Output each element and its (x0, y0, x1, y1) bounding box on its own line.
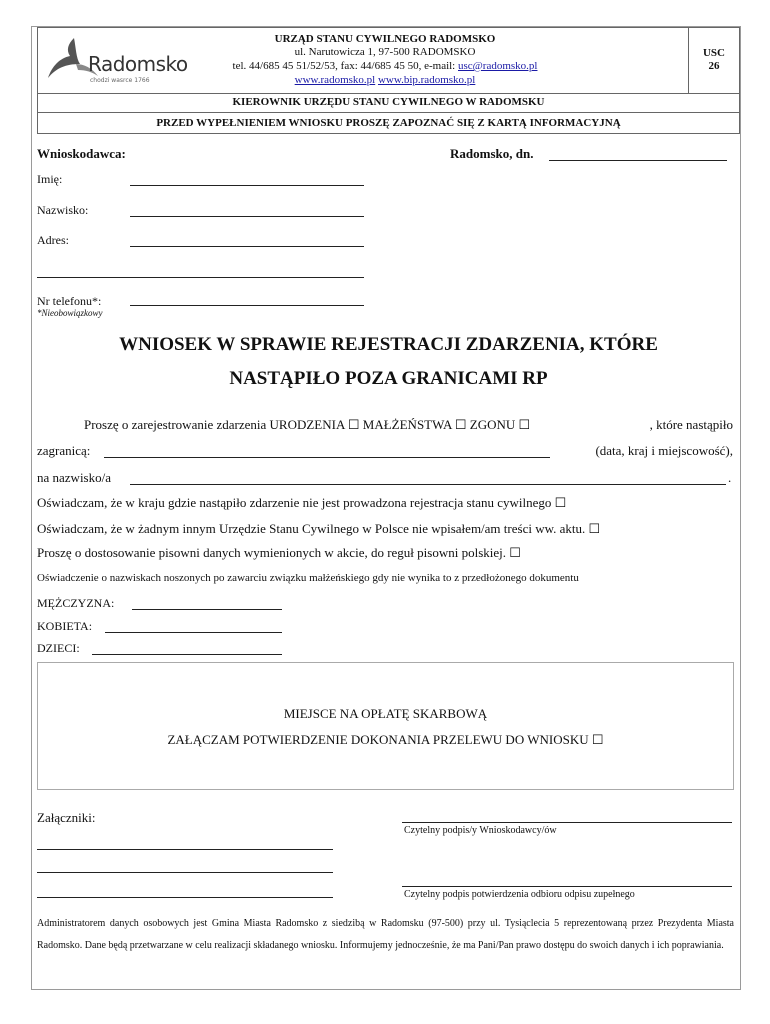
surname-end-dot: . (728, 470, 732, 485)
form-code-line1: USC (702, 47, 725, 59)
form-code-line2: 26 (708, 60, 720, 72)
address-label: Adres: (37, 233, 69, 247)
declaration-other-office-checkbox[interactable]: ☐ (588, 521, 601, 536)
attachment-field-2[interactable] (37, 872, 333, 873)
request-intro: Proszę o zarejestrowanie zdarzenia (84, 417, 267, 432)
request-tail: , które nastąpiło (649, 417, 733, 432)
declaration-registry-checkbox[interactable]: ☐ (554, 495, 567, 510)
office-contact (190, 60, 580, 72)
transfer-checkbox[interactable]: ☐ (591, 732, 604, 747)
surname-field[interactable] (130, 484, 726, 485)
bip-link[interactable]: www.bip.radomsko.pl (377, 74, 476, 86)
date-label: Radomsko, dn. (450, 146, 534, 161)
last-name-field[interactable] (130, 216, 364, 217)
contact-text: tel. 44/685 45 51/52/53, fax: 44/685 45 50, e-mail: (232, 60, 458, 72)
logo-text: Radomsko (88, 52, 188, 76)
office-address: ul. Narutowicza 1, 97-500 RADOMSKO (294, 46, 476, 58)
attachment-field-1[interactable] (37, 849, 333, 850)
option-birth: URODZENIA (269, 417, 345, 432)
declaration-registry-text: Oświadczam, że w kraju gdzie nastąpiło zdarzenie nie jest prowadzona rejestracja stanu cywilnego (37, 495, 552, 510)
first-name-field[interactable] (130, 185, 364, 186)
applicant-heading: Wnioskodawca: (37, 146, 126, 161)
address-field-line2[interactable] (37, 277, 364, 278)
city-logo (42, 32, 188, 90)
birth-checkbox[interactable]: ☐ (347, 417, 360, 432)
declaration-spelling-checkbox[interactable]: ☐ (509, 545, 521, 560)
first-name-label: Imię: (37, 172, 63, 186)
children-field[interactable] (92, 654, 282, 655)
abroad-label: zagranicą: (37, 443, 91, 458)
woman-field[interactable] (105, 632, 282, 633)
declaration-surnames: Oświadczenie o nazwiskach noszonych po zawarciu związku małżeńskiego gdy nie wynika to z przedłożonego dokumentu (37, 572, 579, 584)
applicant-signature-caption: Czytelny podpis/y Wnioskodawcy/ów (404, 825, 557, 836)
date-field[interactable] (549, 160, 727, 161)
surname-label: na nazwisko/a (37, 470, 112, 485)
office-name: URZĄD STANU CYWILNEGO RADOMSKO (274, 33, 496, 45)
form-title-line2: NASTĄPIŁO POZA GRANICAMI RP (229, 368, 548, 389)
applicant-signature-line[interactable] (402, 822, 732, 823)
attachments-label: Załączniki: (37, 810, 96, 825)
office-websites (190, 74, 580, 86)
attachment-field-3[interactable] (37, 897, 333, 898)
receipt-signature-line[interactable] (402, 886, 732, 887)
abroad-field[interactable] (104, 457, 550, 458)
option-death: ZGONU (469, 417, 516, 432)
last-name-label: Nazwisko: (37, 203, 89, 217)
header-row3-text: PRZED WYPEŁNIENIEM WNIOSKU PROSZĘ ZAPOZNAĆ SIĘ Z KARTĄ INFORMACYJNĄ (156, 117, 621, 129)
man-field[interactable] (132, 609, 282, 610)
fee-box-title: MIEJSCE NA OPŁATĘ SKARBOWĄ (283, 706, 488, 721)
form-title-line1: WNIOSEK W SPRAWIE REJESTRACJI ZDARZENIA, KTÓRE (119, 334, 658, 355)
phone-label: Nr telefonu*: (37, 294, 102, 308)
fee-box-transfer (37, 732, 734, 748)
children-label: DZIECI: (37, 641, 80, 655)
woman-label: KOBIETA: (37, 619, 93, 633)
receipt-signature-caption: Czytelny podpis potwierdzenia odbioru odpisu zupełnego (404, 889, 635, 900)
fee-box (37, 662, 734, 790)
logo-subtext: chodzi wasrce 1766 (90, 77, 150, 84)
declaration-other-office (37, 521, 600, 537)
website-link[interactable]: www.radomsko.pl (294, 74, 376, 86)
abroad-hint: (data, kraj i miejscowość), (595, 443, 733, 458)
death-checkbox[interactable]: ☐ (518, 417, 531, 432)
transfer-text: ZAŁĄCZAM POTWIERDZENIE DOKONANIA PRZELEWU DO WNIOSKU (167, 732, 589, 747)
declaration-registry (37, 495, 566, 511)
optional-note: *Nieobowiązkowy (37, 308, 103, 318)
email-link[interactable]: usc@radomsko.pl (458, 60, 538, 72)
gdpr-notice: Administratorem danych osobowych jest Gmina Miasta Radomsko z siedzibą w Radomsku (97-500) przy ul. Tysiąclecia 5 reprezentowaną przez Prezydenta Miasta Radomsko. Dane będą przetwarzane w celu realizacji składanego wniosku. Informujemy jednocześnie, że ma Pani/Pan prawo dostępu do swoich danych i ich poprawiania. (37, 918, 734, 951)
header-row2-text: KIEROWNIK URZĘDU STANU CYWILNEGO W RADOMSKU (232, 96, 545, 108)
declaration-spelling (37, 545, 521, 561)
marriage-checkbox[interactable]: ☐ (454, 417, 467, 432)
declaration-other-office-text: Oświadczam, że w żadnym innym Urzędzie Stanu Cywilnego w Polsce nie wpisałem/am treści ww. aktu. (37, 521, 586, 536)
request-text (37, 417, 530, 433)
declaration-spelling-text: Proszę o dostosowanie pisowni danych wymienionych w akcie, do reguł pisowni polskiej. (37, 545, 507, 560)
request-line (37, 417, 733, 433)
option-marriage: MAŁŻEŃSTWA (362, 417, 452, 432)
phone-field[interactable] (130, 305, 364, 306)
address-field[interactable] (130, 246, 364, 247)
man-label: MĘŻCZYZNA: (37, 596, 115, 610)
